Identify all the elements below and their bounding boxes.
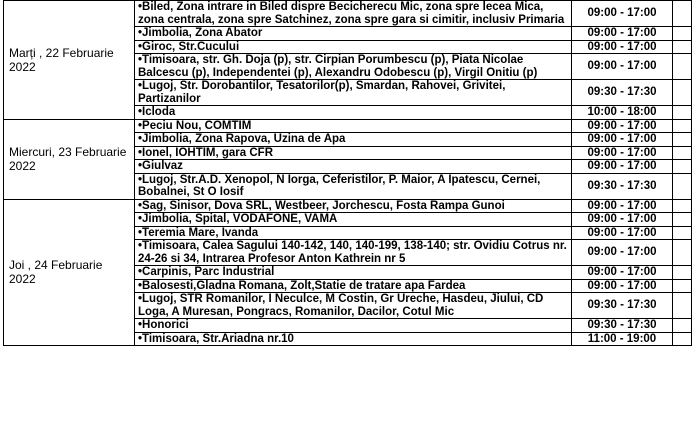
zone-cell: •Timisoara, str. Gh. Doja (p), str. Cirpian Porumbescu (p), Piata Nicolae Balcescu (p), Independentei (p), Alexandru Odobescu (p), Virgil Onitiu (p): [135, 54, 572, 80]
day-cell: Miercuri, 23 Februarie 2022: [4, 119, 135, 199]
hours-cell: 09:30 - 17:30: [572, 173, 673, 199]
zone-cell: •Lugoj, Str. Dorobantilor, Tesatorilor(p), Smardan, Rahovei, Grivitei, Partizanilor: [135, 80, 572, 106]
hours-cell: 09:00 - 17:00: [572, 266, 673, 280]
zone-cell: •Giulvaz: [135, 160, 572, 174]
empty-cell: [673, 119, 692, 133]
zone-cell: •Ionel, IOHTIM, gara CFR: [135, 146, 572, 160]
hours-cell: 09:30 - 17:30: [572, 293, 673, 319]
hours-cell: 09:00 - 17:00: [572, 27, 673, 41]
hours-cell: 10:00 - 18:00: [572, 106, 673, 120]
schedule-row: [4, 199, 692, 213]
hours-cell: 09:00 - 17:00: [572, 226, 673, 240]
empty-cell: [673, 199, 692, 213]
zone-cell: •Jimbolia, Spital, VODAFONE, VAMA: [135, 213, 572, 227]
hours-cell: 09:00 - 17:00: [572, 40, 673, 54]
empty-cell: [673, 106, 692, 120]
zone-cell: •Timisoara, Str.Ariadna nr.10: [135, 332, 572, 346]
hours-cell: 09:30 - 17:30: [572, 80, 673, 106]
empty-cell: [673, 54, 692, 80]
zone-cell: •Jimbolia, Zona Abator: [135, 27, 572, 41]
zone-cell: •Lugoj, STR Romanilor, I Neculce, M Costin, Gr Ureche, Hasdeu, Jiului, CD Loga, A Muresan, Pongracs, Romanilor, Dacilor, Cotul Mic: [135, 293, 572, 319]
zone-cell: •Sag, Sinisor, Dova SRL, Westbeer, Jorchescu, Fosta Rampa Gunoi: [135, 199, 572, 213]
hours-cell: 09:00 - 17:00: [572, 119, 673, 133]
empty-cell: [673, 266, 692, 280]
empty-cell: [673, 133, 692, 147]
hours-cell: 09:30 - 17:30: [572, 319, 673, 333]
zone-cell: •Balosesti,Gladna Romana, Zolt,Statie de tratare apa Fardea: [135, 279, 572, 293]
empty-cell: [673, 80, 692, 106]
empty-cell: [673, 173, 692, 199]
zone-cell: •Carpinis, Parc Industrial: [135, 266, 572, 280]
empty-cell: [673, 146, 692, 160]
empty-cell: [673, 279, 692, 293]
schedule-body: [4, 1, 692, 346]
empty-cell: [673, 213, 692, 227]
day-cell: Joi , 24 Februarie 2022: [4, 199, 135, 346]
schedule-row: [4, 119, 692, 133]
zone-cell: •Peciu Nou, COMTIM: [135, 119, 572, 133]
hours-cell: 09:00 - 17:00: [572, 1, 673, 27]
zone-cell: •Biled, Zona intrare in Biled dispre Becicherecu Mic, zona spre lecea Mica, zona centrala, zona spre Satchinez, zona spre gara si cimitir, inclusiv Primaria: [135, 1, 572, 27]
hours-cell: 11:00 - 19:00: [572, 332, 673, 346]
schedule-row: [4, 1, 692, 27]
day-cell: Marți , 22 Februarie 2022: [4, 1, 135, 120]
hours-cell: 09:00 - 17:00: [572, 54, 673, 80]
empty-cell: [673, 160, 692, 174]
empty-cell: [673, 240, 692, 266]
hours-cell: 09:00 - 17:00: [572, 279, 673, 293]
hours-cell: 09:00 - 17:00: [572, 199, 673, 213]
zone-cell: •Giroc, Str.Cucului: [135, 40, 572, 54]
outage-schedule-table: [3, 0, 692, 346]
zone-cell: •Timisoara, Calea Sagului 140-142, 140, 140-199, 138-140; str. Ovidiu Cotrus nr. 24-26 si 34, Intrarea Profesor Anton Kathrein nr 5: [135, 240, 572, 266]
hours-cell: 09:00 - 17:00: [572, 213, 673, 227]
empty-cell: [673, 1, 692, 27]
hours-cell: 09:00 - 17:00: [572, 240, 673, 266]
hours-cell: 09:00 - 17:00: [572, 146, 673, 160]
zone-cell: •Lugoj, Str.A.D. Xenopol, N Iorga, Ceferistilor, P. Maior, A Ipatescu, Cernei, Bobalnei, St O Iosif: [135, 173, 572, 199]
empty-cell: [673, 40, 692, 54]
zone-cell: •Teremia Mare, Ivanda: [135, 226, 572, 240]
zone-cell: •Jimbolia, Zona Rapova, Uzina de Apa: [135, 133, 572, 147]
hours-cell: 09:00 - 17:00: [572, 133, 673, 147]
hours-cell: 09:00 - 17:00: [572, 160, 673, 174]
empty-cell: [673, 319, 692, 333]
empty-cell: [673, 27, 692, 41]
empty-cell: [673, 332, 692, 346]
empty-cell: [673, 293, 692, 319]
empty-cell: [673, 226, 692, 240]
zone-cell: •Honorici: [135, 319, 572, 333]
zone-cell: •Icloda: [135, 106, 572, 120]
